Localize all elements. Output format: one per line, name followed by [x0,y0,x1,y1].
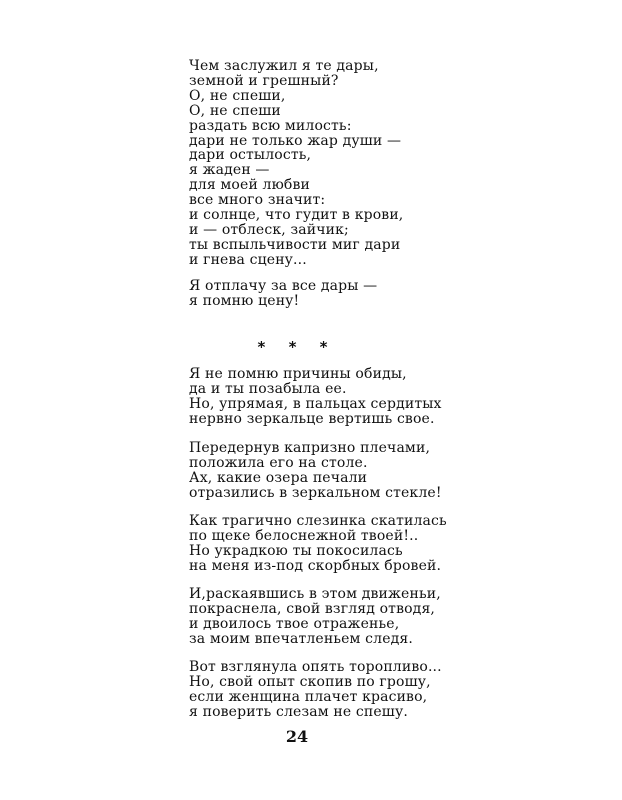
verse-line: и — отблеск, зайчик; [189,221,349,238]
poem2-stanza5 [189,660,442,720]
section-separator: * * * [257,338,337,356]
verse-line: и гнева сцену... [189,251,307,268]
verse-line: и солнце, что гудит в крови, [189,207,404,224]
verse-line: если женщина плачет красиво, [189,688,428,705]
verse-line: раздать всю милость: [189,117,352,134]
verse-line: покраснела, свой взгляд отводя, [189,600,436,617]
poem2-stanza2 [189,441,442,501]
verse-line: Но украдкою ты покосилась [189,542,403,559]
verse-line: и двоилось твое отраженье, [189,615,400,632]
verse-line: И,раскаявшись в этом движеньи, [189,586,441,602]
verse-line: по щеке белоснежной твоей!.. [189,527,419,544]
page-number: 24 [285,727,309,746]
verse-line: Вот взглянула опять торопливо... [189,659,442,675]
verse-line: Ах, какие озера печали [189,469,368,486]
verse-line: ты вспыльчивости миг дари [189,236,401,253]
verse-line: Но, упрямая, в пальцах сердитых [189,395,442,412]
poem1-stanza1 [189,59,403,268]
poem2-stanza4 [189,587,441,647]
verse-line: земной и грешный? [189,72,339,89]
verse-line: на меня из-под скорбных бровей. [189,557,442,574]
verse-line: дари остылость, [189,147,312,164]
verse-line: да и ты позабыла ее. [189,380,347,397]
verse-line: я жаден — [189,162,270,179]
verse-line: Чем заслужил я те дары, [189,58,379,74]
verse-line: О, не спеши, [189,87,286,104]
verse-line: отразились в зеркальном стекле! [189,484,442,501]
verse-line: все много значит: [189,192,326,209]
verse-line: Я не помню причины обиды, [189,366,407,382]
verse-line: для моей любви [189,177,311,194]
verse-line: за моим впечатленьем следя. [189,630,413,647]
verse-line: нервно зеркальце вертишь свое. [189,410,435,427]
verse-line: Передернув капризно плечами, [189,440,431,456]
verse-line: Я отплачу за все дары — [189,278,378,294]
poem1-stanza2 [189,279,377,309]
poem2-stanza1 [189,367,442,427]
poem2-stanza3 [189,514,447,574]
verse-line: Но, свой опыт скопив по грошу, [189,673,431,690]
verse-line: дари не только жар души — [189,132,402,149]
verse-line: Как трагично слезинка скатилась [189,513,447,529]
verse-line: положила его на столе. [189,454,368,471]
verse-line: я поверить слезам не спешу. [189,703,408,720]
verse-line: О, не спеши [189,102,281,119]
verse-line: я помню цену! [189,292,300,309]
